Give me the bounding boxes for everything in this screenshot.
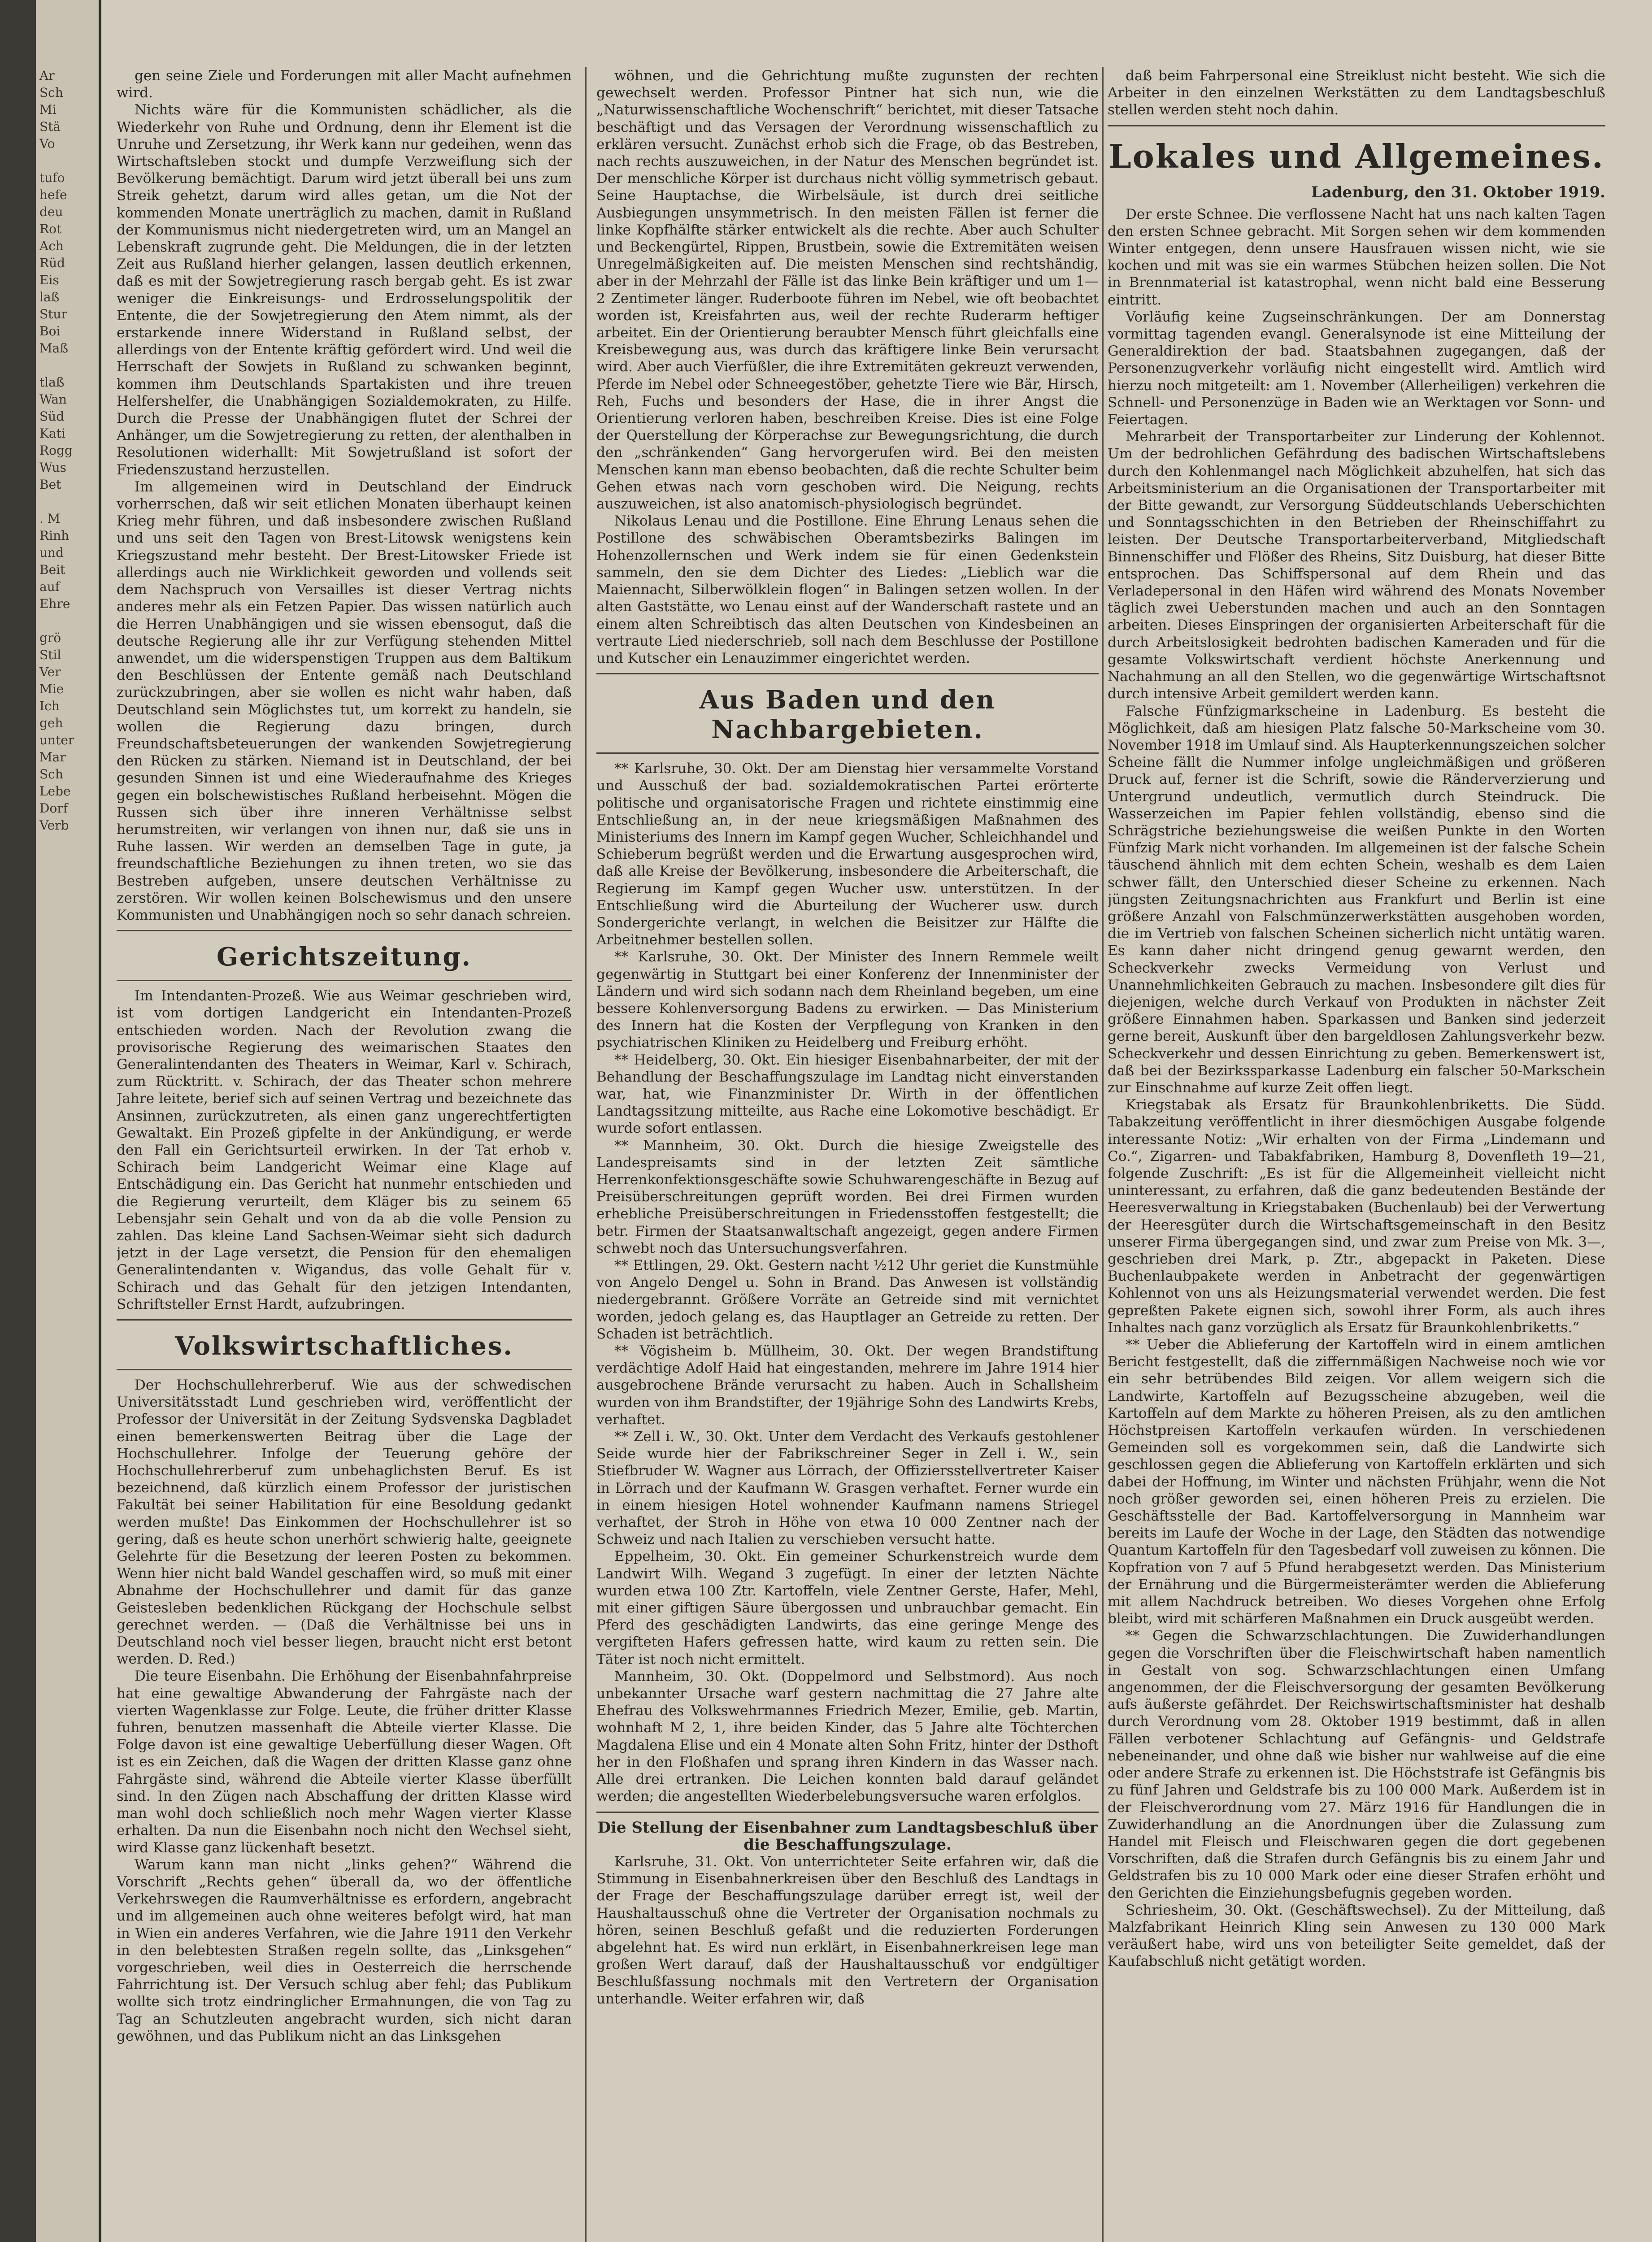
paragraph: ** Ettlingen, 29. Okt. Gestern nacht ½12 Uhr geriet die Kunstmühle von Angelo Dengel u. Sohn in Brand. Das Anwesen ist vollständig niedergebrannt. Größere Vorräte an Getreide sind mit vernichtet worden, jedoch gelang es, das Hauptlager an Getreide zu retten. Der Schaden ist beträchtlich. (596, 1257, 1099, 1342)
section-volkswirtschaft-body (117, 1377, 572, 2045)
paragraph: ** Gegen die Schwarzschlachtungen. Die Zuwiderhandlungen gegen die Vorschriften über die Fleischwirtschaft haben namentlich in Gestalt von sog. Schwarzschlachtungen einen Umfang angenommen, der die Fleischversorgung der gesamten Bevölkerung aufs äußerste gefährdet. Der Reichswirtschaftsminister hat deshalb durch Verordnung vom 28. Oktober 1919 bestimmt, daß in allen Fällen verbotener Schlachtung auf Gefängnis- und Geldstrafe nebeneinander, und ohne daß wie bisher nur wahlweise auf die eine oder andere Strafe zu erkennen ist. Die Höchststrafe ist Gefängnis bis zu fünf Jahren und Geldstrafe bis zu 100 000 Mark. Außerdem ist in der Fleischverordnung vom 27. März 1916 für Handlungen die in Zuwiderhandlung an die Anordnungen über die Zulassung zum Handel mit Fleisch und Fleischwaren gegen die dort gegebenen Vorschriften, daß die Strafen durch Gefängnis bis zu einem Jahr und Geldstrafen bis zu 10 000 Mark oder eine dieser Strafen erhöht und den Gerichten die Einziehungsbefugnis gegeben worden. (1108, 1628, 1605, 1901)
margin-fragment: laß (39, 290, 60, 304)
paragraph: Warum kann man nicht „links gehen?“ Während die Vorschrift „Rechts gehen“ überall da, wo der öffentliche Verkehrswegen die Raumverhältnisse es erfordern, angebracht und im allgemeinen auch ohne weiteres befolgt wird, hat man in Wien ein anderes Verfahren, wie die Jahre 1911 den Verkehr in den belebtesten Straßen regeln sollte, das „Linksgehen“ vorgeschrieben, weil dies in Oesterreich die herrschende Fahrrichtung ist. Der Versuch schlug aber fehl; das Publikum wollte sich trotz eindringlicher Ermahnungen, die von Tag zu Tag an Schutzleuten angebracht wurden, sich nicht daran gewöhnen, und das Publikum nicht an das Linksgehen (117, 1856, 572, 2044)
paragraph: Schriesheim, 30. Okt. (Geschäftswechsel). Zu der Mitteilung, daß Malzfabrikant Heinrich Kling sein Anwesen zu 130 000 Mark veräußert habe, wird uns von beteiligter Seite gemeldet, daß der Kaufabschluß nicht getätigt worden. (1108, 1902, 1605, 1970)
margin-fragment: grö (39, 630, 61, 645)
separator (117, 980, 572, 981)
adjacent-page-margin (36, 0, 101, 2242)
margin-fragment: auf (39, 579, 60, 594)
section-title-lokales: Lokales und Allgemeines. (1109, 137, 1604, 175)
margin-fragment: Mar (39, 750, 66, 765)
margin-fragment (39, 613, 99, 630)
paragraph: ** Karlsruhe, 30. Okt. Der Minister des Innern Remmele weilt gegenwärtig in Stuttgart bei einer Konferenz der Innenminister der Ländern und wird sich sodann nach dem Rheinland begeben, um eine bessere Kohlenversorgung Badens zu erwirken. — Das Ministerium des Innern hat die Kosten der Verpflegung von Kranken in den psychiatrischen Kliniken zu Heidelberg und Freiburg erhöht. (596, 949, 1099, 1051)
paragraph: Im Intendanten-Prozeß. Wie aus Weimar geschrieben wird, ist vom dortigen Landgericht ein Intendanten-Prozeß entschieden worden. Nach der Revolution zwang die provisorische Regierung des weimarischen Staates den Generalintendanten des Theaters in Weimar, Karl v. Schirach, zum Rücktritt. v. Schirach, der das Theater schon mehrere Jahre leitete, berief sich auf seinen Vertrag und bezeichnete das Ansinnen, zurückzutreten, als einen ganz ungerechtfertigten Gewaltakt. Ein Prozeß gipfelte in der Ankündigung, er werde den Fall ein Gerichtsurteil erwirken. In der Tat erhob v. Schirach beim Landgericht Weimar eine Klage auf Entschädigung ein. Das Gericht hat nunmehr entschieden und die Regierung verurteilt, dem Kläger bis zu seinem 65 Lebensjahr sein Gehalt und von da ab die volle Pension zu zahlen. Das kleine Land Sachsen-Weimar sieht sich dadurch jetzt in der Lage versetzt, die Pension für den ehemaligen Generalintendanten v. Wigandus, das volle Gehalt für v. Schirach und das Gehalt für den jetzigen Intendanten, Schriftsteller Ernst Hardt, aufzubringen. (117, 988, 572, 1312)
margin-fragment: tlaß (39, 375, 65, 390)
margin-fragment: Verb (39, 818, 69, 833)
margin-fragment (39, 357, 99, 374)
paragraph: gen seine Ziele und Forderungen mit aller Macht aufnehmen wird. (117, 68, 572, 101)
margin-fragment: Mie (39, 682, 64, 696)
paragraph: Nikolaus Lenau und die Postillone. Eine Ehrung Lenaus sehen die Postillone des schwäbischen Oberamtsbezirks Balingen im Hohenzollernschen und Werk indem sie für einen Gedenkstein sammeln, den sie dem Dichter des Liedes: „Lieblich war die Maiennacht, Silberwölklein flogen“ in Balingen setzen wollen. In der alten Gaststätte, wo Lenau einst auf der Wanderschaft rastete und an einem alten Schreibtisch das alten Deutschen von Kindesbeinen an vertraute Lied niederschrieb, soll nach dem Beschlusse der Postillone und Kutscher ein Lenauzimmer eingerichtet werden. (596, 513, 1099, 666)
section-title-baden: Aus Baden und den Nachbargebieten. (699, 685, 996, 745)
separator (596, 1812, 1099, 1813)
margin-fragments (36, 0, 99, 834)
paragraph: Der erste Schnee. Die verflossene Nacht hat uns nach kalten Tagen den ersten Schnee gebracht. Mit Sorgen sehen wir dem kommenden Winter entgegen, denn unsere Hausfrauen wissen nicht, wie sie kochen und mit was sie ein warmes Stübchen heizen sollen. Die Not in Brennmaterial ist katastrophal, wenn nicht bald eine Besserung eintritt. (1108, 206, 1605, 308)
column-3 (1108, 67, 1605, 2242)
section-baden-body (596, 760, 1099, 1805)
margin-fragment (39, 493, 99, 510)
margin-fragment: Wus (39, 460, 67, 475)
margin-fragment: Mi (39, 102, 57, 117)
margin-fragment: Boi (39, 324, 61, 339)
paragraph: ** Vögisheim b. Müllheim, 30. Okt. Der wegen Brandstiftung verdächtige Adolf Haid hat eingestanden, mehrere im Jahre 1914 hier ausgebrochene Brände verursacht zu haben. Auch in Schallsheim wurden von ihm Brandstifter, der 19jährige Sohn des Landwirts Krebs, verhaftet. (596, 1343, 1099, 1428)
margin-fragment: geh (39, 716, 63, 730)
margin-fragment: Süd (39, 409, 65, 424)
margin-fragment: Eis (39, 273, 59, 287)
margin-fragment: Vo (39, 136, 55, 151)
separator (596, 752, 1099, 754)
section-title-stellung: Die Stellung der Eisenbahner zum Landtagsbeschluß über die Beschaffungszulage. (597, 1818, 1098, 1854)
margin-fragment: Ach (39, 239, 64, 253)
margin-fragment: . M (39, 511, 61, 526)
dateline: Ladenburg, den 31. Oktober 1919. (1311, 183, 1605, 201)
paragraph: Die teure Eisenbahn. Die Erhöhung der Eisenbahnfahrpreise hat eine gewaltige Abwanderung der Fahrgäste nach der vierten Wagenklasse zur Folge. Leute, die früher dritter Klasse fuhren, benutzen massenhaft die Abteile vierter Klasse. Die Folge davon ist eine gewaltige Ueberfüllung dieser Wagen. Oft ist es ein Zeichen, daß die Wagen der dritten Klasse ganz ohne Fahrgäste sind, während die Abteile vierter Klasse überfüllt sind. In den Zügen nach Abschaffung der dritten Klasse wird man wohl doch schließlich noch mehr Wagen vierter Klasse erhalten. Da nun die Eisenbahn noch nicht den Wechsel sieht, wird Klasse ganz lückenhaft besetzt. (117, 1668, 572, 1856)
section-title-volkswirtschaft: Volkswirtschaftliches. (175, 1331, 513, 1361)
margin-fragment: Sch (39, 767, 63, 782)
margin-fragment: Ar (39, 68, 55, 83)
article-links-gehen (596, 67, 1099, 667)
margin-fragment: Bet (39, 477, 61, 492)
paragraph: Vorläufig keine Zugseinschränkungen. Der am Donnerstag vormittag tagenden evangl. Generalsynode ist eine Mitteilung der Generaldirektion der bad. Staatsbahnen zugegangen, daß der Personenzugverkehr vorläufig nicht eingestellt wird. Amtlich wird hierzu noch mitgeteilt: am 1. November (Allerheiligen) verkehren die Schnell- und Personenzüge in Baden wie an Werktagen vor Sonn- und Feiertagen. (1108, 308, 1605, 428)
paragraph: ** Karlsruhe, 30. Okt. Der am Dienstag hier versammelte Vorstand und Ausschuß der bad. sozialdemokratischen Partei erörterte politische und organisatorische Fragen und richtete einstimmig eine Entschließung an, in der neue kriegsmäßigen Maßnahmen des Ministeriums des Innern im Kampf gegen Wucher, Schleichhandel und Schieberum begrüßt werden und die Erwartung ausgesprochen wird, daß alle Kreise der Bevölkerung, insbesondere die Arbeiterschaft, die Regierung im Kampf gegen Wucher usw. unterstützen. In der Entschließung wird die Aburteilung der Wucherer usw. durch Sondergerichte verlangt, in welchen die Beisitzer zur Hälfte die Arbeitnehmer bestellen sollen. (596, 760, 1099, 948)
margin-fragment: Rot (39, 222, 62, 236)
paragraph: ** Heidelberg, 30. Okt. Ein hiesiger Eisenbahnarbeiter, der mit der Behandlung der Beschaffungszulage im Landtag nicht einverstanden war, hat, wie Finanzminister Dr. Wirth in der öffentlichen Landtagssitzung mitteilte, aus Rache eine Lokomotive beschädigt. Er wurde sofort entlassen. (596, 1051, 1099, 1137)
separator (117, 930, 572, 931)
newspaper-page (36, 0, 1652, 2242)
margin-fragment: Ver (39, 665, 61, 679)
paragraph: Mehrarbeit der Transportarbeiter zur Linderung der Kohlennot. Um der bedrohlichen Gefährdung des badischen Wirtschaftslebens durch den Kohlenmangel nach Möglichkeit abzuhelfen, hat sich das Arbeitsministerium an die Organisationen der Transportarbeiter mit der Bitte gewandt, zur Versorgung Süddeutschlands Ueberschichten und Sonntagsschichten in den Betrieben der Rheinschiffahrt zu leisten. Der Deutsche Transportarbeiterverband, Mitgliedschaft Binnenschiffer und Flößer des Rheins, Sitz Duisburg, hat dieser Bitte entsprochen. Das Schiffspersonal auf dem Rhein und das Verladepersonal in den Häfen wird während des Monats November täglich zwei Ueberstunden machen und auch an den Sonntagen arbeiten. Dieses Einspringen der organisierten Arbeiterschaft für die durch Arbeitslosigkeit bedrohten badischen Kameraden und für die gesamte Volkswirtschaft verdient höchste Anerkennung und Nachahmung an all den Stellen, wo die gegenwärtige Wirtschaftsnot durch intensive Arbeit gemildert werden kann. (1108, 429, 1605, 702)
margin-fragment: deu (39, 204, 63, 219)
margin-fragment: Stä (39, 119, 61, 134)
section-stellung-body (596, 1853, 1099, 2007)
section-title-gericht: Gerichtszeitung. (216, 942, 472, 972)
paragraph: ** Mannheim, 30. Okt. Durch die hiesige Zweigstelle des Landespreisamts sind in der letzten Zeit sämtliche Herrenkonfektionsgeschäfte sowie Schuhwarengeschäfte in Bezug auf Preisüberschreitungen geprüft worden. Bei drei Firmen wurden erhebliche Preisüberschreitungen in Friedensstoffen festgestellt; die betr. Firmen der Staatsanwaltschaft angezeigt, gegen andere Firmen schwebt noch das Untersuchungsverfahren. (596, 1137, 1099, 1256)
paragraph: ** Ueber die Ablieferung der Kartoffeln wird in einem amtlichen Bericht festgestellt, daß die ziffernmäßigen Nachweise noch wie vor ein sehr betrübendes Bild zeigen. Vor allem weigern sich die Landwirte, Kartoffeln auf Bezugsscheine abzugeben, weil die Kartoffeln auf dem Markte zu höheren Preisen, als zu den amtlichen Höchstpreisen Kartoffeln verkaufen würden. In verschiedenen Gemeinden soll es vorgekommen sein, daß die Landwirte sich geschlossen gegen die Ablieferung von Kartoffeln erklärten und sich dabei der Hoffnung, im Winter und nächsten Frühjahr, wenn die Not noch größer geworden sei, einen höheren Preis zu erzielen. Die Geschäftsstelle der Bad. Kartoffelversorgung in Mannheim war bereits im Laufe der Woche in der Lage, den Städten das notwendige Quantum Kartoffeln für den Tagesbedarf voll zuweisen zu können. Die Kopfration von 7 auf 5 Pfund herabgesetzt werden. Das Ministerium der Ernährung und die Bürgermeisterämter werden die Ablieferung mit allem Nachdruck betreiben. Wo dieses Vorgehen ohne Erfolg bleibt, wird mit schärferen Maßnahmen ein Druck ausgeübt werden. (1108, 1337, 1605, 1627)
paragraph: Eppelheim, 30. Okt. Ein gemeiner Schurkenstreich wurde dem Landwirt Wilh. Wegand 3 zugefügt. In einer der letzten Nächte wurden etwa 100 Ztr. Kartoffeln, viele Zentner Gerste, Hafer, Mehl, mit einer giftigen Säure übergossen und unbrauchbar gemacht. Ein Pferd des geschädigten Landwirts, das eine geringe Menge des vergifteten Hafers gefressen hatte, wird kaum zu retten sein. Die Täter ist noch nicht ermittelt. (596, 1548, 1099, 1668)
article-kommunisten (117, 67, 572, 924)
margin-fragment: Beit (39, 562, 65, 577)
paragraph: Mannheim, 30. Okt. (Doppelmord und Selbstmord). Aus noch unbekannter Ursache warf gestern nachmittag die 27 Jahre alte Ehefrau des Volkswehrmannes Friedrich Mezer, Emilie, geb. Martin, wohnhaft M 2, 1, ihre beiden Kinder, das 5 Jahre alte Töchterchen Magdalena Elise und ein 4 Monate alten Sohn Fritz, hinter der Dsthoft her in den Floßhafen und sprang ihren Kindern in das Wasser nach. Alle drei ertranken. Die Leichen konnten bald darauf geländet werden; die angestellten Wiederbelebungsversuche waren erfolglos. (596, 1668, 1099, 1805)
column-1 (117, 67, 572, 2242)
column3-top-paragraph: daß beim Fahrpersonal eine Streiklust nicht besteht. Wie sich die Arbeiter in den einzelnen Werkstätten zu dem Landtagsbeschluß stellen werden steht noch dahin. (1108, 68, 1605, 118)
margin-fragment: Ehre (39, 596, 70, 611)
paragraph: wöhnen, und die Gehrichtung mußte zugunsten der rechten gewechselt werden. Professor Pintner hat sich nun, wie die „Naturwissenschaftliche Wochenschrift“ berichtet, mit dieser Tatsache beschäftigt und das Versagen der Verordnung wissenschaftlich zu erklären versucht. Zunächst erhob sich die Frage, ob das Bestreben, nach rechts auszuweichen, in der Natur des Menschen begründet ist. Der menschliche Körper ist durchaus nicht völlig symmetrisch gebaut. Seine Hauptachse, die Wirbelsäule, ist durch drei seitliche Ausbiegungen unsymmetrisch. In den meisten Fällen ist ferner die linke Kopfhälfte stärker entwickelt als die rechte. Aber auch Schulter und Beckengürtel, Rippen, Brustbein, sowie die Extremitäten weisen Unregelmäßigkeiten auf. Die meisten Menschen sind rechtshändig, aber in der Mehrzahl der Fälle ist das linke Bein kräftiger und um 1—2 Zentimeter länger. Ruderboote führen im Nebel, wie oft beobachtet worden ist, Kreisfahrten aus, weil der rechte Ruderarm heftiger arbeitet. Ein der Orientierung beraubter Mensch führt gleichfalls eine Kreisbewegung aus, was durch das kräftigere linke Bein verursacht wird. Aber auch Vierfüßler, die ihre Extremitäten gekreuzt verwenden, Pferde im Nebel oder Schneegestöber, gehetzte Tiere wie Bär, Hirsch, Reh, Fuchs und besonders der Hase, die in ihrer Angst die Orientierung verloren haben, beschreiben Kreise. Dies ist eine Folge der Querstellung der Körperachse zur Bewegungsrichtung, die durch den „schränkenden“ Gang hervorgerufen wird. Bei den meisten Menschen kann man ebenso beobachten, daß die rechte Schulter beim Gehen etwas nach vorn geschoben wird. Die Neigung, rechts auszuweichen, ist also anatomisch-physiologisch begründet. (596, 68, 1099, 513)
column-2 (596, 67, 1099, 2242)
margin-fragment: Stil (39, 647, 61, 662)
margin-fragment: tufo (39, 170, 65, 185)
margin-fragment: Rogg (39, 443, 73, 458)
margin-fragment: Stur (39, 307, 67, 322)
paragraph: ** Zell i. W., 30. Okt. Unter dem Verdacht des Verkaufs gestohlener Seide wurde hier der Fabrikschreiner Seger in Zell i. W., sein Stiefbruder W. Wagner aus Lörrach, der Offiziersstellvertreter Kaiser in Lörrach und der Kaufmann W. Grasgen verhaftet. Ferner wurde ein in einem hiesigen Hotel wohnender Kaufmann namens Striegel verhaftet, der Stroh in Höhe von etwa 10 000 Zentner nach der Schweiz und nach Italien zu verschieben versucht hatte. (596, 1429, 1099, 1548)
margin-fragment: Sch (39, 85, 63, 100)
separator (117, 1369, 572, 1370)
paragraph: Der Hochschullehrerberuf. Wie aus der schwedischen Universitätsstadt Lund geschrieben wird, veröffentlicht der Professor der Universität in der Zeitung Sydsvenska Dagbladet einen bemerkenswerten Beitrag über die Lage der Hochschullehrer. Infolge der Teuerung gehöre der Hochschullehrerberuf zum unbehaglichsten Beruf. Es ist bezeichnend, daß kürzlich einem Professor der juristischen Fakultät bei seiner Habilitation für eine Besoldung gedankt werden mußte! Das Einkommen der Hochschullehrer ist so gering, daß es heute schon unerhört schwierig halte, geeignete Gelehrte für die Besetzung der leeren Posten zu bekommen. Wenn hier nicht bald Wandel geschaffen wird, so muß mit einer Abnahme der Hochschullehrer und damit für das ganze Geistesleben bedenklichen Rückgang der Hochschule selbst gerechnet werden. — (Daß die Verhältnisse bei uns in Deutschland noch viel besser liegen, braucht nicht erst betont werden. D. Red.) (117, 1377, 572, 1668)
paragraph: Falsche Fünfzigmarkscheine in Ladenburg. Es besteht die Möglichkeit, daß am hiesigen Platz falsche 50-Markscheine vom 30. November 1918 im Umlauf sind. Als Haupterkennungszeichen solcher Scheine fällt die Nummer infolge ungleichmäßigen und größeren Druck auf, ferner ist die Schrift, sowie die Ränderverzierung und Untergrund undeutlich, vermutlich durch Steindruck. Die Wasserzeichen im Papier fehlen vollständig, ebenso sind die Schrägstriche beziehungsweise die weißen Punkte in den Worten Fünfzig Mark nicht vorhanden. Im allgemeinen ist der falsche Schein täuschend ähnlich mit dem echten Schein, weshalb es dem Laien schwer fällt, den Unterschied dieser Scheine zu erkennen. Nach jüngsten Zeitungsnachrichten aus Frankfurt und Berlin ist eine größere Anzahl von Falschmünzerwerkstätten ausgehoben worden, die im Vertrieb von falschen Scheinen sicherlich nicht untätig waren. Es kann daher nicht dringend genug gewarnt werden, den Scheckverkehr zwecks Vermeidung von Verlust und Unannehmlichkeiten Gebrauch zu machen. Insbesondere gilt dies für diejenigen, welche durch Verkauf von Produkten in nächster Zeit größere Einnahmen haben. Sparkassen und Banken sind jederzeit gerne bereit, Auskunft über den bargeldlosen Zahlungsverkehr bezw. Scheckverkehr und dessen Einrichtung zu geben. Bemerkenswert ist, daß bei der Bezirkssparkasse Ladenburg ein falscher 50-Markschein zur Einschnahme auf kurze Zeit offen liegt. (1108, 703, 1605, 1096)
margin-fragment: Dorf (39, 801, 68, 816)
paragraph: Im allgemeinen wird in Deutschland der Eindruck vorherrschen, daß wir seit etlichen Monaten überhaupt keinen Krieg mehr führen, und daß insbesondere zwischen Rußland und uns seit den Tagen von Brest-Litowsk wenigstens kein Kriegszustand mehr besteht. Der Brest-Litowsker Friede ist allerdings auch nie Wirklichkeit geworden und vollends seit dem Nachspruch von Versailles ist dieser Vertrag nichts anderes mehr als ein Fetzen Papier. Das wissen natürlich auch die Herren Unabhängigen und sie wissen ebensogut, daß die deutsche Regierung alle ihr zur Verfügung stehenden Mittel anwendet, um die widerspenstigen Truppen aus dem Baltikum den Beschlüssen der Entente gemäß nach Deutschland zurückzubringen, aber sie wollen es nicht wahr haben, daß Deutschland sein Möglichstes tut, um korrekt zu handeln, sie wollen die Regierung dazu bringen, durch Freundschaftsbeteuerungen der wankenden Sowjetregierung den Rücken zu stärken. Niemand ist in Deutschland, der bei gesunden Sinnen ist und eine Wiederaufnahme des Krieges gegen ein bolschewistisches Rußland herbeisehnt. Mögen die Russen sich über ihre inneren Verhältnisse selbst herumstreiten, wir verlangen von ihnen nur, daß sie uns in Ruhe lassen. Wir werden an demselben Tage in gute, ja freundschaftliche Beziehungen zu ihnen treten, wo sie das Bestreben aufgeben, unsere deutschen Verhältnisse zu zerstören. Wir wollen keinen Bolschewismus und den unsere Kommunisten und Unabhängigen noch so sehr danach schreien. (117, 478, 572, 923)
paragraph: Kriegstabak als Ersatz für Braunkohlenbriketts. Die Südd. Tabakzeitung veröffentlicht in ihrer diesmöchigen Ausgabe folgende interessante Notiz: „Wir erhalten von der Firma „Lindemann und Co.“, Zigarren- und Tabakfabriken, Hamburg 8, Dovenfleth 19—21, folgende Zuschrift: „Es ist für die Allgemeinheit vielleicht nicht uninteressant, zu erfahren, daß die ganz bedeutenden Bestände der Heeresverwaltung in Kriegstabaken (Buchenlaub) bei der Verwertung der Heeresgüter durch die Wirtschaftsgemeinschaft in den Besitz unserer Firma übergegangen sind, und zwar zum Preise von Mk. 3—, geschrieben drei Mark, p. Ztr., abgepackt in Paketen. Diese Buchenlaubpakete werden in Anbetracht der gegenwärtigen Kohlennot von uns als Heizungsmaterial verwendet werden. Die fest gepreßten Pakete eignen sich, sowohl ihrer Form, als auch ihres Inhaltes nach ganz vorzüglich als Ersatz für Braunkohlenbriketts.“ (1108, 1097, 1605, 1336)
column-rule (585, 67, 587, 2242)
margin-fragment: Kati (39, 426, 65, 441)
margin-fragment: hefe (39, 187, 67, 202)
margin-fragment: und (39, 545, 64, 560)
margin-fragment (39, 152, 99, 169)
separator (117, 1319, 572, 1321)
margin-fragment: Ich (39, 699, 60, 713)
paragraph: Karlsruhe, 31. Okt. Von unterrichteter Seite erfahren wir, daß die Stimmung in Eisenbahnerkreisen über den Beschluß des Landtags in der Frage der Beschaffungszulage darüber erregt ist, weil der Haushaltausschuß ohne die Vertreter der Organisation nochmals zu hören, seinen Beschluß gefaßt und die reduzierten Forderungen abgelehnt hat. Es wird nun erklärt, in Eisenbahnerkreisen lege man großen Wert darauf, daß der Haushaltausschuß vor endgültiger Beschlußfassung nochmals mit den Vertretern der Organisation unterhandle. Weiter erfahren wir, daß (596, 1853, 1099, 2007)
paragraph: Nichts wäre für die Kommunisten schädlicher, als die Wiederkehr von Ruhe und Ordnung, denn ihr Element ist die Unruhe und Zersetzung, ihr Werk kann nur gedeihen, wenn das Wirtschaftsleben stockt und dumpfe Verzweiflung sich der Bevölkerung bemächtigt. Darum wird jetzt überall bei uns zum Streik gehetzt, darum wird alles getan, um die Not der kommenden Monate unerträglich zu machen, damit in Rußland der Kommunismus nicht niedergetreten wird, um an Mangel an Lebenskraft zugrunde geht. Die Meldungen, die in der letzten Zeit aus Rußland hierher gelangen, lassen deutlich erkennen, daß es mit der Sowjetregierung rasch bergab geht. Es ist zwar weniger die Einkreisungs- und Erdrosselungspolitik der Entente, die der Sowjetregierung den Atem nimmt, als der erstarkende innere Widerstand in Rußland selbst, der allerdings von der Entente kräftig gefördert wird. Und weil die Herrschaft der Sowjets in Rußland zu schwanken beginnt, kommen ihm Deutschlands Spartakisten und ihre treuen Helfershelfer, die Unabhängigen Sozialdemokraten, zu Hilfe. Durch die Presse der Unabhängigen flutet der Schrei der Anhänger, um die Sowjetregierung zu retten, der alenthalben in Resolutionen widerhallt: Mit Sowjetrußland ist sofort der Friedenszustand herzustellen. (117, 102, 572, 478)
margin-fragment: Rinh (39, 528, 70, 543)
separator (596, 673, 1099, 674)
column-rule (1102, 67, 1104, 2242)
margin-fragment: unter (39, 733, 74, 747)
margin-fragment: Wan (39, 392, 67, 407)
margin-fragment: Maß (39, 341, 69, 356)
separator (1108, 125, 1605, 126)
section-gericht-body (117, 987, 572, 1313)
margin-fragment: Rüd (39, 256, 65, 270)
margin-fragment: Lebe (39, 784, 71, 799)
section-lokales-body (1108, 206, 1605, 1970)
